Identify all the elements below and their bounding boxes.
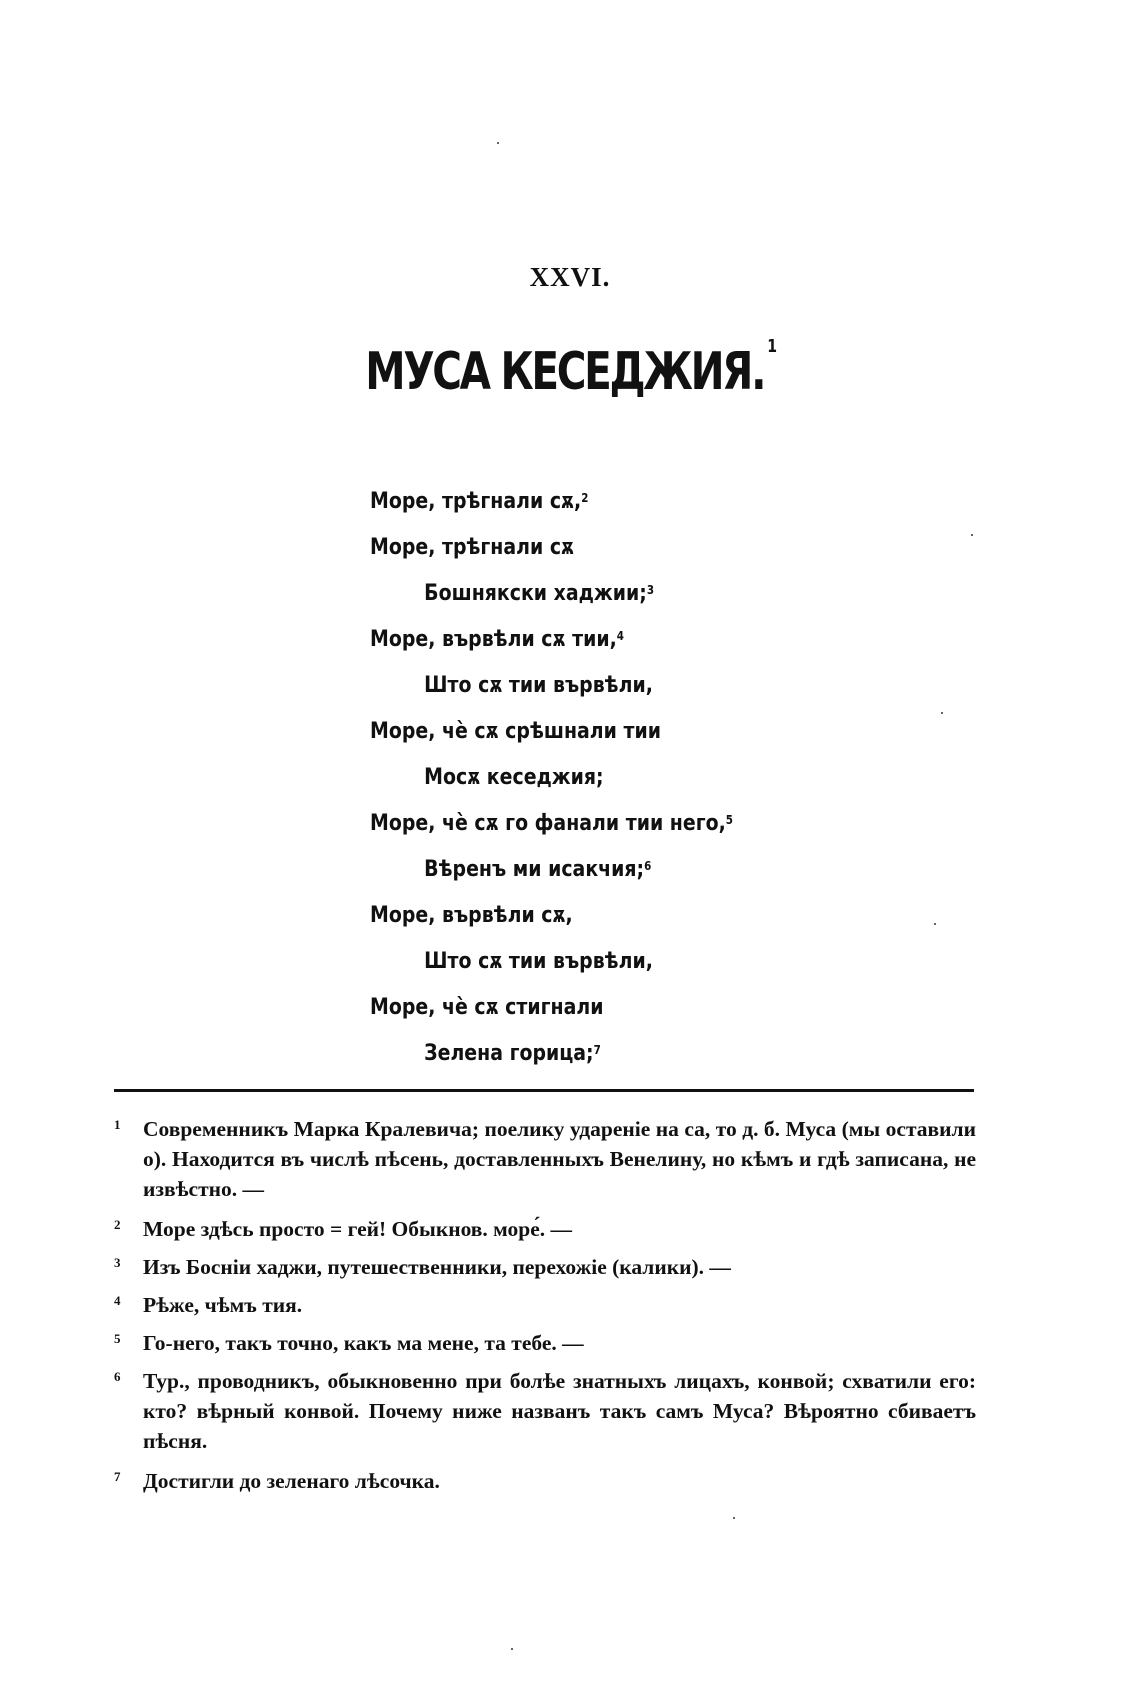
verse-line [370, 479, 852, 525]
verse-line [370, 617, 852, 663]
verse-line [370, 1031, 852, 1077]
verse-line [370, 985, 852, 1031]
footnote [114, 1328, 976, 1358]
song-title [125, 336, 1014, 402]
footnote-text: Изъ Босніи хаджи, путешественники, перехожіе (калики). — [143, 1255, 731, 1279]
footnote-number: 1 [114, 1117, 121, 1132]
verse-line [370, 801, 852, 847]
footnote [114, 1466, 976, 1496]
footnote-number: 2 [114, 1217, 121, 1232]
verse-line-text: Море, вървѣли сѫ, [370, 903, 573, 928]
verse-line [370, 939, 852, 985]
print-speck [497, 142, 499, 144]
song-title-text: МУСА КЕСЕДЖИЯ. [365, 342, 765, 402]
verse-line-text: Мосѫ кеседжия; [424, 765, 604, 790]
print-speck [941, 712, 943, 714]
footnote-text: Современникъ Марка Кралевича; поелику удареніе на са, то д. б. Муса (мы оставили о). Находится въ числѣ пѣсень, доставленныхъ Венелину, но кѣмъ и гдѣ записана, не извѣстно. — [143, 1117, 976, 1201]
verse-line-text: Вѣренъ ми исакчия; [424, 857, 645, 882]
footnote-mark: 3 [646, 583, 655, 597]
section-number: XXVI. [529, 262, 611, 292]
footnote-mark: 4 [616, 629, 624, 643]
footnote-text: Го-него, такъ точно, какъ ма мене, та тебе. — [143, 1331, 584, 1355]
footnote-number: 3 [114, 1255, 121, 1270]
print-speck [971, 534, 973, 536]
verse-line [370, 525, 852, 571]
print-speck [733, 1517, 735, 1519]
verse-line [370, 663, 852, 709]
verse-line-text: Море, трѣгнали сѫ [370, 535, 575, 560]
footnote [114, 1214, 976, 1244]
verse-line-text: Бошнякски хаджии; [424, 581, 647, 606]
footnote-number: 7 [114, 1469, 121, 1484]
footnote [114, 1290, 976, 1320]
verse-line-text: Што сѫ тии вървѣли, [424, 949, 653, 974]
verse-line-text: Море, чѐ сѫ го фанали тии него, [370, 811, 726, 836]
footnote-mark: 7 [593, 1043, 601, 1057]
footnote-text: Рѣже, чѣмъ тия. [143, 1293, 303, 1317]
verse-line-text: Море, чѐ сѫ стигнали [370, 995, 604, 1020]
footnote-text: Достигли до зеленаго лѣсочка. [143, 1469, 440, 1493]
footnote-mark: 6 [644, 859, 652, 873]
verse-line [370, 893, 852, 939]
footnote-number: 6 [114, 1369, 121, 1384]
verse-line [370, 571, 852, 617]
footnote [114, 1252, 976, 1282]
footnote [114, 1366, 976, 1456]
footnote-mark: 1 [767, 336, 775, 357]
print-speck [511, 1648, 513, 1650]
verse-block [370, 479, 930, 1077]
verse-line [370, 755, 852, 801]
footnote [114, 1114, 976, 1204]
verse-line-text: Море, чѐ сѫ срѣшнали тии [370, 719, 661, 744]
verse-line-text: Море, трѣгнали сѫ, [370, 489, 582, 514]
verse-line [370, 847, 852, 893]
footnote-text: Тур., проводникъ, обыкновенно при болѣе знатныхъ лицахъ, конвой; схватили его: кто? вѣрный конвой. Почему ниже названъ такъ самъ Муса? Вѣроятно сбиваетъ пѣсня. [143, 1369, 976, 1453]
footnote-separator [114, 1089, 974, 1092]
verse-line-text: Зелена горица; [424, 1041, 594, 1066]
footnote-text: Море здѣсь просто = гей! Обыкнов. море́. — [143, 1217, 573, 1241]
footnote-number: 4 [114, 1293, 121, 1308]
footnotes [114, 1114, 976, 1504]
footnote-number: 5 [114, 1331, 121, 1346]
footnote-mark: 2 [581, 491, 589, 505]
verse-line-text: Што сѫ тии вървѣли, [424, 673, 653, 698]
footnote-mark: 5 [725, 813, 733, 827]
verse-line [370, 709, 852, 755]
verse-line-text: Море, вървѣли сѫ тии, [370, 627, 617, 652]
print-speck [934, 923, 936, 925]
